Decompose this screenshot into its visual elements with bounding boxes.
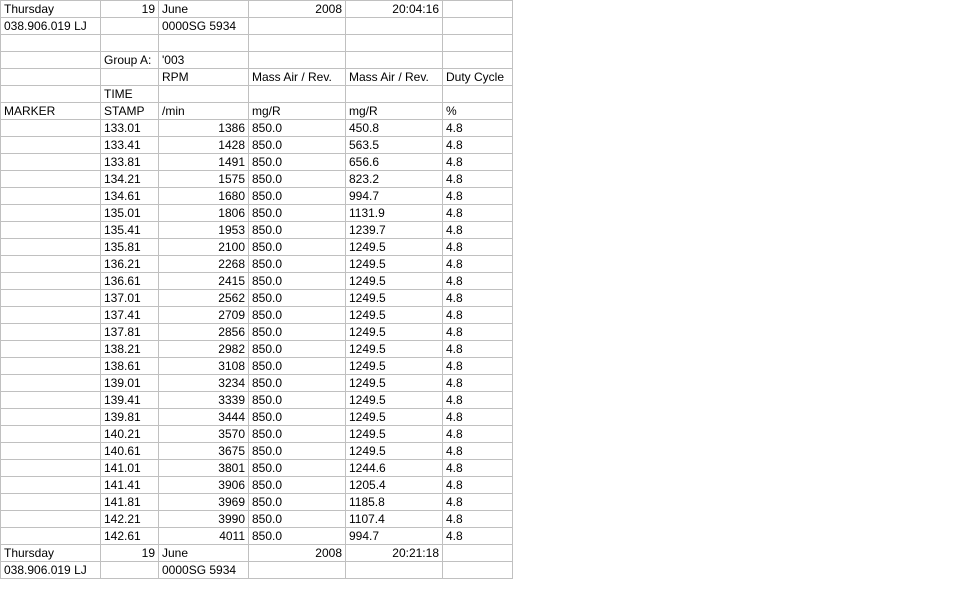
cell-mass-air-spec[interactable]: 850.0 [249,307,346,324]
cell-rpm[interactable]: 4011 [159,528,249,545]
cell-rpm[interactable]: 1806 [159,205,249,222]
empty-cell[interactable] [101,35,159,52]
empty-cell[interactable] [249,562,346,579]
table-row [1,409,513,426]
cell-time[interactable]: 20:04:16 [346,1,443,18]
cell-rpm[interactable]: 2415 [159,273,249,290]
cell-duty-cycle[interactable]: 4.8 [443,324,513,341]
cell-mass-air-spec[interactable]: 850.0 [249,528,346,545]
cell-duty-cycle[interactable]: 4.8 [443,222,513,239]
header-row-part [1,18,513,35]
table-row [1,341,513,358]
cell-duty-cycle[interactable]: 4.8 [443,341,513,358]
cell-duty-cycle[interactable]: 4.8 [443,358,513,375]
cell-footer-date-num[interactable]: 19 [101,545,159,562]
cell-mass-air-spec[interactable]: 850.0 [249,341,346,358]
cell-mass-air-spec[interactable]: 850.0 [249,205,346,222]
cell-time-stamp[interactable]: 141.41 [101,477,159,494]
cell-duty-cycle[interactable]: 4.8 [443,120,513,137]
table-row [1,120,513,137]
empty-cell[interactable] [1,35,101,52]
cell-time-stamp[interactable]: 135.41 [101,222,159,239]
cell-mass-air[interactable]: 1131.9 [346,205,443,222]
table-row [1,358,513,375]
cell-mass-air-spec[interactable]: 850.0 [249,290,346,307]
cell-mass-air[interactable]: 994.7 [346,528,443,545]
empty-cell[interactable] [346,562,443,579]
cell-day[interactable]: Thursday [1,1,101,18]
empty-cell[interactable] [249,86,346,103]
cell-duty-cycle[interactable]: 4.8 [443,443,513,460]
empty-cell[interactable] [346,86,443,103]
cell-time-stamp[interactable]: 137.01 [101,290,159,307]
cell-footer-ecu-code[interactable]: 0000SG 5934 [159,562,249,579]
cell-time-stamp[interactable]: 133.01 [101,120,159,137]
cell-duty-cycle[interactable]: 4.8 [443,307,513,324]
cell-mass-air[interactable]: 1249.5 [346,375,443,392]
empty-cell[interactable] [1,86,101,103]
cell-ecu-code[interactable]: 0000SG 5934 [159,18,249,35]
cell-mass-air-spec[interactable]: 850.0 [249,494,346,511]
table-row [1,222,513,239]
table-row [1,256,513,273]
cell-rpm[interactable]: 3801 [159,460,249,477]
table-row [1,528,513,545]
cell-time-stamp[interactable]: 138.61 [101,358,159,375]
cell-mass-air[interactable]: 1239.7 [346,222,443,239]
cell-rpm[interactable]: 2268 [159,256,249,273]
cell-marker[interactable] [1,324,101,341]
empty-cell[interactable] [159,35,249,52]
cell-mass-air-spec[interactable]: 850.0 [249,443,346,460]
cell-marker[interactable] [1,477,101,494]
cell-duty-cycle[interactable]: 4.8 [443,426,513,443]
cell-time-stamp[interactable]: 141.01 [101,460,159,477]
cell-month[interactable]: June [159,1,249,18]
cell-marker[interactable] [1,409,101,426]
table-row [1,154,513,171]
cell-marker[interactable] [1,511,101,528]
cell-duty-cycle[interactable]: 4.8 [443,137,513,154]
cell-time-stamp[interactable]: 133.81 [101,154,159,171]
cell-rpm[interactable]: 1428 [159,137,249,154]
cell-mass-air-spec[interactable]: 850.0 [249,358,346,375]
empty-cell[interactable] [346,52,443,69]
cell-mass-air[interactable]: 1244.6 [346,460,443,477]
cell-header-duty-cycle[interactable]: Duty Cycle [443,69,513,86]
blank-row [1,35,513,52]
cell-marker[interactable] [1,392,101,409]
cell-mass-air-spec[interactable]: 850.0 [249,409,346,426]
cell-rpm[interactable]: 3339 [159,392,249,409]
cell-rpm[interactable]: 1680 [159,188,249,205]
cell-time-stamp[interactable]: 139.81 [101,409,159,426]
cell-marker[interactable] [1,154,101,171]
cell-mass-air-spec[interactable]: 850.0 [249,222,346,239]
cell-rpm[interactable]: 2100 [159,239,249,256]
cell-marker[interactable] [1,205,101,222]
cell-time-stamp[interactable]: 137.41 [101,307,159,324]
table-row [1,477,513,494]
cell-year[interactable]: 2008 [249,1,346,18]
data-rows [1,120,513,545]
cell-marker[interactable] [1,120,101,137]
column-header-row-2 [1,86,513,103]
cell-mass-air-spec[interactable]: 850.0 [249,137,346,154]
cell-rpm[interactable]: 2982 [159,341,249,358]
cell-time-stamp[interactable]: 135.81 [101,239,159,256]
empty-cell[interactable] [443,562,513,579]
cell-duty-cycle[interactable]: 4.8 [443,375,513,392]
empty-cell[interactable] [346,18,443,35]
cell-unit-mass-air[interactable]: mg/R [346,103,443,120]
cell-rpm[interactable]: 3234 [159,375,249,392]
cell-time-stamp[interactable]: 142.21 [101,511,159,528]
cell-header-mass-air-spec[interactable]: Mass Air / Rev. [249,69,346,86]
cell-marker[interactable] [1,358,101,375]
cell-duty-cycle[interactable]: 4.8 [443,392,513,409]
cell-duty-cycle[interactable]: 4.8 [443,511,513,528]
cell-marker[interactable] [1,273,101,290]
cell-mass-air[interactable]: 1249.5 [346,341,443,358]
cell-mass-air-spec[interactable]: 850.0 [249,273,346,290]
cell-mass-air-spec[interactable]: 850.0 [249,154,346,171]
cell-time-stamp[interactable]: 135.01 [101,205,159,222]
cell-mass-air-spec[interactable]: 850.0 [249,239,346,256]
cell-header-stamp[interactable]: STAMP [101,103,159,120]
cell-rpm[interactable]: 2856 [159,324,249,341]
cell-footer-time[interactable]: 20:21:18 [346,545,443,562]
table-row [1,375,513,392]
cell-marker[interactable] [1,528,101,545]
cell-duty-cycle[interactable]: 4.8 [443,460,513,477]
empty-cell[interactable] [159,86,249,103]
cell-marker[interactable] [1,426,101,443]
cell-marker[interactable] [1,171,101,188]
cell-duty-cycle[interactable]: 4.8 [443,477,513,494]
cell-mass-air-spec[interactable]: 850.0 [249,188,346,205]
cell-mass-air[interactable]: 1249.5 [346,409,443,426]
cell-group-label[interactable]: Group A: [101,52,159,69]
cell-mass-air-spec[interactable]: 850.0 [249,392,346,409]
cell-mass-air[interactable]: 1249.5 [346,256,443,273]
cell-marker[interactable] [1,290,101,307]
table-row [1,137,513,154]
cell-mass-air[interactable]: 1185.8 [346,494,443,511]
cell-mass-air-spec[interactable]: 850.0 [249,324,346,341]
cell-rpm[interactable]: 3444 [159,409,249,426]
cell-rpm[interactable]: 2709 [159,307,249,324]
cell-mass-air[interactable]: 1107.4 [346,511,443,528]
cell-duty-cycle[interactable]: 4.8 [443,256,513,273]
table-row [1,239,513,256]
cell-mass-air[interactable]: 450.8 [346,120,443,137]
cell-time-stamp[interactable]: 136.21 [101,256,159,273]
empty-cell[interactable] [346,35,443,52]
cell-time-stamp[interactable]: 140.21 [101,426,159,443]
cell-rpm[interactable]: 2562 [159,290,249,307]
table-row [1,307,513,324]
empty-cell[interactable] [443,35,513,52]
cell-header-rpm[interactable]: RPM [159,69,249,86]
cell-unit-mass-air-spec[interactable]: mg/R [249,103,346,120]
cell-footer-month[interactable]: June [159,545,249,562]
cell-marker[interactable] [1,256,101,273]
cell-mass-air[interactable]: 1205.4 [346,477,443,494]
cell-time-stamp[interactable]: 139.01 [101,375,159,392]
cell-rpm[interactable]: 1386 [159,120,249,137]
empty-cell[interactable] [101,69,159,86]
cell-time-stamp[interactable]: 134.21 [101,171,159,188]
footer-row-part [1,562,513,579]
cell-time-stamp[interactable]: 137.81 [101,324,159,341]
cell-mass-air[interactable]: 1249.5 [346,307,443,324]
empty-cell[interactable] [249,52,346,69]
empty-cell[interactable] [249,35,346,52]
cell-mass-air-spec[interactable]: 850.0 [249,120,346,137]
cell-mass-air[interactable]: 1249.5 [346,443,443,460]
cell-unit-rpm[interactable]: /min [159,103,249,120]
cell-duty-cycle[interactable]: 4.8 [443,409,513,426]
cell-mass-air[interactable]: 1249.5 [346,358,443,375]
cell-rpm[interactable]: 3969 [159,494,249,511]
group-row [1,52,513,69]
cell-duty-cycle[interactable]: 4.8 [443,273,513,290]
cell-duty-cycle[interactable]: 4.8 [443,494,513,511]
cell-rpm[interactable]: 3570 [159,426,249,443]
cell-date-num[interactable]: 19 [101,1,159,18]
cell-mass-air[interactable]: 823.2 [346,171,443,188]
cell-rpm[interactable]: 3108 [159,358,249,375]
empty-cell[interactable] [443,86,513,103]
cell-mass-air-spec[interactable]: 850.0 [249,426,346,443]
cell-mass-air[interactable]: 1249.5 [346,290,443,307]
table-row [1,443,513,460]
table-row [1,188,513,205]
cell-duty-cycle[interactable]: 4.8 [443,188,513,205]
cell-duty-cycle[interactable]: 4.8 [443,239,513,256]
cell-rpm[interactable]: 3906 [159,477,249,494]
table-row [1,205,513,222]
empty-cell[interactable] [101,18,159,35]
table-row [1,392,513,409]
cell-marker[interactable] [1,188,101,205]
cell-time-stamp[interactable]: 142.61 [101,528,159,545]
table-row [1,511,513,528]
cell-unit-duty[interactable]: % [443,103,513,120]
cell-footer-day[interactable]: Thursday [1,545,101,562]
cell-duty-cycle[interactable]: 4.8 [443,290,513,307]
cell-marker[interactable] [1,307,101,324]
table-row [1,460,513,477]
cell-mass-air-spec[interactable]: 850.0 [249,256,346,273]
cell-footer-year[interactable]: 2008 [249,545,346,562]
cell-duty-cycle[interactable]: 4.8 [443,171,513,188]
cell-marker[interactable] [1,494,101,511]
cell-mass-air[interactable]: 1249.5 [346,392,443,409]
cell-time-stamp[interactable]: 133.41 [101,137,159,154]
cell-duty-cycle[interactable]: 4.8 [443,154,513,171]
cell-rpm[interactable]: 3990 [159,511,249,528]
empty-cell[interactable] [1,52,101,69]
empty-cell[interactable] [249,18,346,35]
empty-cell[interactable] [101,562,159,579]
cell-mass-air-spec[interactable]: 850.0 [249,171,346,188]
cell-duty-cycle[interactable]: 4.8 [443,528,513,545]
cell-marker[interactable] [1,443,101,460]
empty-cell[interactable] [443,1,513,18]
table-row [1,494,513,511]
table-row [1,426,513,443]
cell-time-stamp[interactable]: 134.61 [101,188,159,205]
empty-cell[interactable] [443,545,513,562]
cell-footer-part-number[interactable]: 038.906.019 LJ [1,562,101,579]
cell-time-stamp[interactable]: 139.41 [101,392,159,409]
cell-mass-air[interactable]: 1249.5 [346,426,443,443]
cell-mass-air-spec[interactable]: 850.0 [249,460,346,477]
cell-mass-air[interactable]: 656.6 [346,154,443,171]
cell-mass-air-spec[interactable]: 850.0 [249,477,346,494]
column-header-row-1 [1,69,513,86]
cell-mass-air[interactable]: 1249.5 [346,324,443,341]
cell-rpm[interactable]: 3675 [159,443,249,460]
cell-marker[interactable] [1,341,101,358]
table-row [1,324,513,341]
cell-marker[interactable] [1,375,101,392]
header-row-date [1,1,513,18]
cell-part-number[interactable]: 038.906.019 LJ [1,18,101,35]
cell-header-time[interactable]: TIME [101,86,159,103]
cell-time-stamp[interactable]: 138.21 [101,341,159,358]
cell-mass-air[interactable]: 1249.5 [346,239,443,256]
cell-time-stamp[interactable]: 136.61 [101,273,159,290]
cell-rpm[interactable]: 1575 [159,171,249,188]
cell-mass-air[interactable]: 1249.5 [346,273,443,290]
table-row [1,171,513,188]
cell-duty-cycle[interactable]: 4.8 [443,205,513,222]
cell-marker[interactable] [1,460,101,477]
cell-marker[interactable] [1,239,101,256]
cell-marker[interactable] [1,137,101,154]
table-row [1,290,513,307]
cell-mass-air-spec[interactable]: 850.0 [249,375,346,392]
cell-marker[interactable] [1,222,101,239]
table-row [1,273,513,290]
cell-rpm[interactable]: 1491 [159,154,249,171]
cell-mass-air[interactable]: 563.5 [346,137,443,154]
footer-row-date [1,545,513,562]
empty-cell[interactable] [1,69,101,86]
column-header-row-3 [1,103,513,120]
cell-mass-air[interactable]: 994.7 [346,188,443,205]
cell-group-value[interactable]: '003 [159,52,249,69]
cell-header-mass-air[interactable]: Mass Air / Rev. [346,69,443,86]
cell-rpm[interactable]: 1953 [159,222,249,239]
empty-cell[interactable] [443,18,513,35]
cell-time-stamp[interactable]: 141.81 [101,494,159,511]
cell-mass-air-spec[interactable]: 850.0 [249,511,346,528]
empty-cell[interactable] [443,52,513,69]
cell-time-stamp[interactable]: 140.61 [101,443,159,460]
cell-header-marker[interactable]: MARKER [1,103,101,120]
